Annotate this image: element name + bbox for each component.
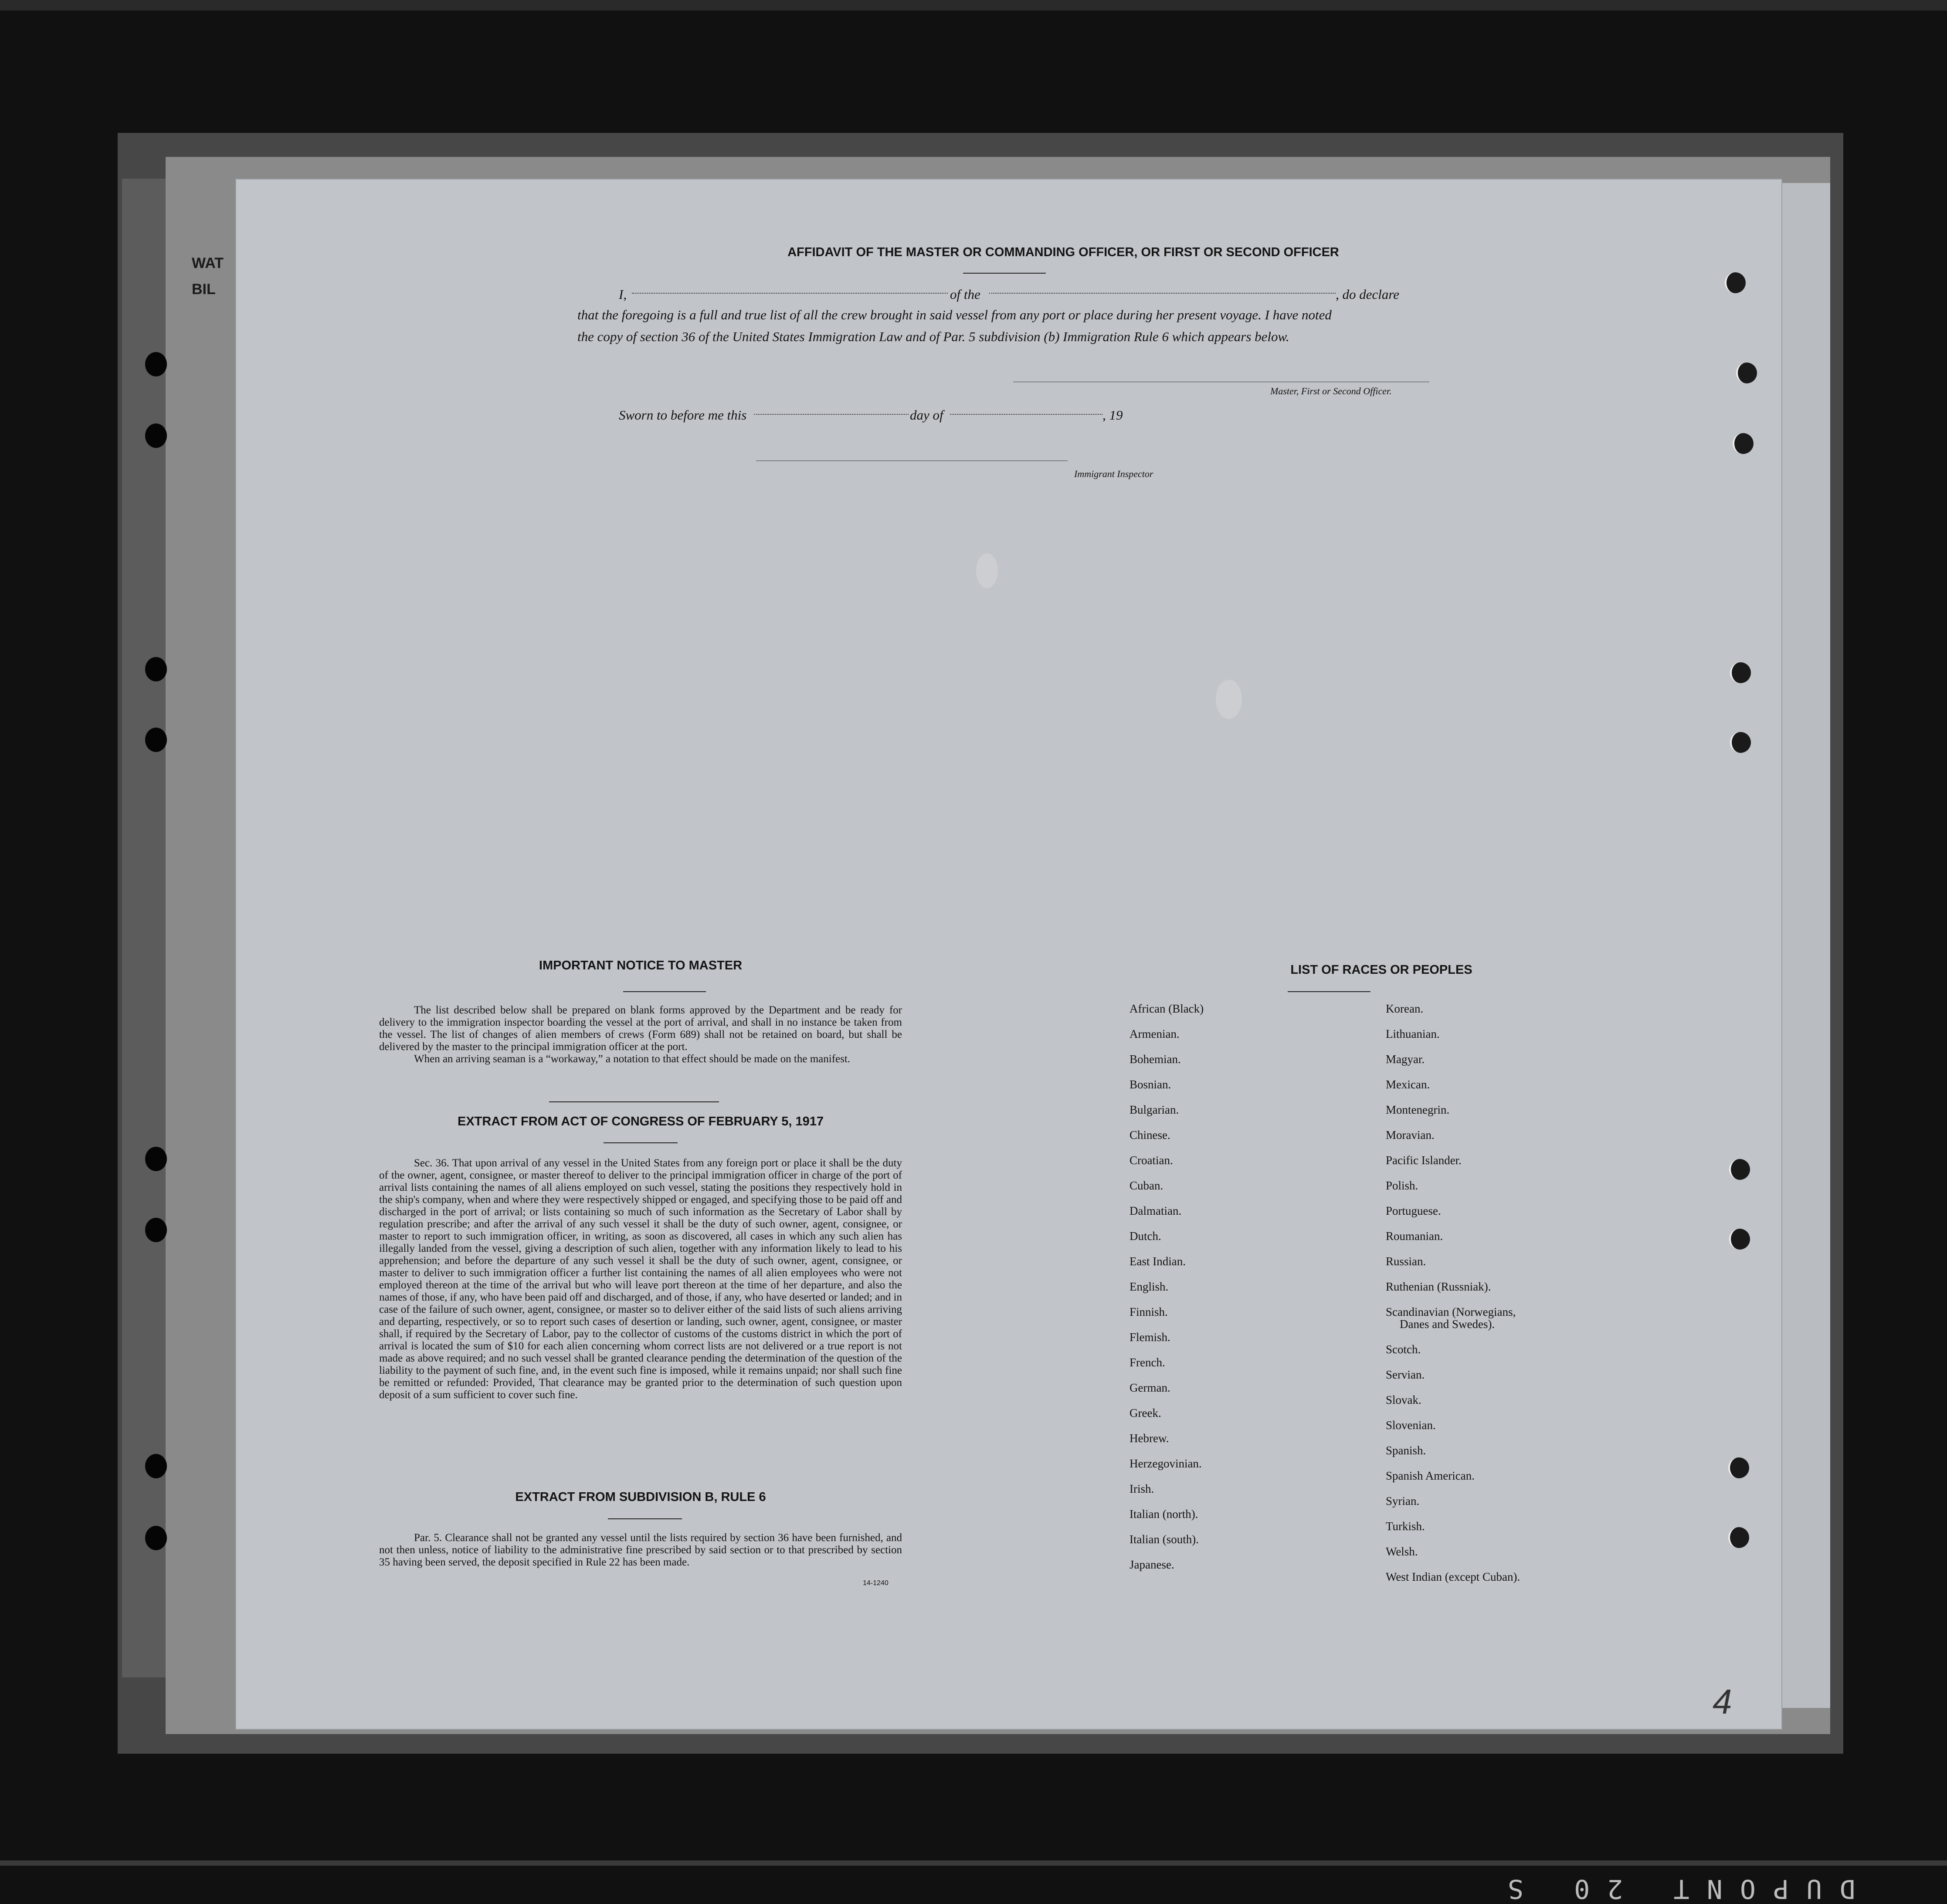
race-item: West Indian (except Cuban). xyxy=(1386,1570,1520,1583)
film-edge-bottom xyxy=(0,1860,1947,1866)
race-item: Lithuanian. xyxy=(1386,1027,1440,1040)
paper-stain xyxy=(1216,680,1242,719)
binder-hole xyxy=(145,657,167,681)
race-item: Spanish American. xyxy=(1386,1469,1475,1482)
races-rule xyxy=(1288,991,1370,992)
notice-paragraph: The list described below shall be prepared on blank forms approved by the Department and be ready for delivery to the immigration inspector boarding the vessel at the port of arrival, and shall in no instance be taken from the vessel. The list of changes of alien members of crews (Form 689) shall not be retained on board, but shall be delivered by the master to the principal immigration officer at the port. xyxy=(379,1004,902,1053)
race-item: Montenegrin. xyxy=(1386,1103,1450,1116)
act-extract-rule xyxy=(604,1142,678,1143)
binder-hole xyxy=(1728,1527,1749,1548)
race-item: Bohemian. xyxy=(1130,1053,1181,1066)
notice-rule xyxy=(623,991,706,992)
paper-stain xyxy=(976,553,998,588)
race-item: Slovenian. xyxy=(1386,1419,1436,1432)
binder-hole xyxy=(1730,732,1751,753)
title-rule xyxy=(963,273,1046,274)
race-item: Spanish. xyxy=(1386,1444,1426,1457)
binder-hole xyxy=(1730,662,1751,683)
race-item: Ruthenian (Russniak). xyxy=(1386,1280,1491,1293)
race-item: Japanese. xyxy=(1130,1558,1174,1571)
race-item: Cuban. xyxy=(1130,1179,1163,1192)
affidavit-of-the-label: of the xyxy=(950,287,980,302)
race-item: Pacific Islander. xyxy=(1386,1154,1462,1167)
race-item: Slovak. xyxy=(1386,1393,1421,1406)
race-item: Bosnian. xyxy=(1130,1078,1171,1091)
binder-hole xyxy=(1736,363,1757,383)
inspector-label: Immigrant Inspector xyxy=(1074,468,1153,479)
binder-hole xyxy=(1729,1159,1750,1180)
race-item: Hebrew. xyxy=(1130,1432,1169,1445)
race-item: Dutch. xyxy=(1130,1230,1161,1243)
sworn-day-blank xyxy=(754,414,909,415)
page-number-mark: 4 xyxy=(1713,1682,1732,1721)
section-divider xyxy=(549,1101,719,1102)
race-item: Scandinavian (Norwegians, xyxy=(1386,1305,1516,1318)
race-item: Dalmatian. xyxy=(1130,1204,1182,1217)
day-of-label: day of xyxy=(910,407,943,423)
race-item: Servian. xyxy=(1386,1368,1425,1381)
vessel-blank xyxy=(989,293,1336,294)
race-item: Finnish. xyxy=(1130,1305,1168,1318)
race-item: Korean. xyxy=(1386,1002,1424,1015)
race-item: Polish. xyxy=(1386,1179,1418,1192)
affidavit-i-label: I, xyxy=(619,287,627,302)
race-item: Portuguese. xyxy=(1386,1204,1441,1217)
rule-extract-rule xyxy=(608,1518,682,1519)
year-label: , 19 xyxy=(1102,407,1123,423)
race-item: Danes and Swedes). xyxy=(1400,1318,1495,1331)
race-item: Syrian. xyxy=(1386,1494,1420,1508)
binder-hole xyxy=(1729,1229,1750,1250)
sworn-month-blank xyxy=(950,414,1102,415)
act-extract-title: EXTRACT FROM ACT OF CONGRESS OF FEBRUARY 5, 1917 xyxy=(457,1115,824,1128)
race-item: Flemish. xyxy=(1130,1331,1170,1344)
affidavit-do-declare-label: , do declare xyxy=(1336,287,1400,302)
form-page xyxy=(235,179,1782,1730)
binder-hole xyxy=(145,1218,167,1242)
underlying-header-fragment: BIL xyxy=(192,281,216,298)
race-item: Magyar. xyxy=(1386,1053,1425,1066)
binder-hole xyxy=(145,1147,167,1171)
race-item: Chinese. xyxy=(1130,1128,1170,1142)
race-item: Moravian. xyxy=(1386,1128,1435,1142)
paragraph-5-text: Par. 5. Clearance shall not be granted any vessel until the lists required by section 36 have been furnished, and not then unless, notice of liability to the administrative fine prescribed by said section or to that prescribed by section 35 having been served, the deposit specified in Rule 22 has been made. xyxy=(379,1532,902,1568)
race-item: African (Black) xyxy=(1130,1002,1204,1015)
race-item: German. xyxy=(1130,1381,1170,1394)
race-item: Herzegovinian. xyxy=(1130,1457,1202,1470)
race-item: French. xyxy=(1130,1356,1165,1369)
sworn-label: Sworn to before me this xyxy=(619,407,747,423)
binder-hole xyxy=(145,1454,167,1478)
form-number: 14-1240 xyxy=(863,1579,889,1587)
name-blank xyxy=(632,293,948,294)
section-36-text: Sec. 36. That upon arrival of any vessel in the United States from any foreign port or place it shall be the duty of the owner, agent, consignee, or master thereof to deliver to the principal immigration officer in charge of the port of arrival lists containing the names of all aliens employed on such vessel, stating the positions they respectively hold in the ship's company, when and where they were respectively shipped or engaged, and specifying those to be paid off and discharged in the port of arrival; or lists containing so much of such information as the Secretary of Labor shall by regulation prescribe; and after the arrival of any such vessel it shall be the duty of such owner, agent, consignee, or master to report to such immigration officer, in writing, as soon as discovered, all cases in which any such alien has illegally landed from the vessel, giving a description of such alien, together with any information likely to lead to his apprehension; and before the departure of any such vessel it shall be the duty of such owner, agent, consignee, or master to deliver to such immigration officer a further list containing the names of all alien employees who were not employed thereon at the time of the arrival but who will leave port thereon at the time of her departure, and also the names of those, if any, who have been paid off and discharged, and of those, if any, who have deserted or landed; and in case of the failure of such owner, agent, consignee, or master so to deliver either of the said lists of such aliens arriving and departing, respectively, or so to report such cases of desertion or landing, such owner, agent, consignee, or master shall, if required by the Secretary of Labor, pay to the collector of customs of the customs district in which the port of arrival is located the sum of $10 for each alien concerning whom correct lists are not delivered or a true report is not made as above required; and no such vessel shall be granted clearance pending the determination of the question of the liability to the payment of such fine, and, in the event such fine is imposed, while it remains unpaid; nor shall such fine be remitted or refunded: Provided, That clearance may be granted prior to the determination of such question upon deposit of a sum sufficient to cover such fine. xyxy=(379,1157,902,1401)
race-item: Scotch. xyxy=(1386,1343,1421,1356)
rule-extract-body xyxy=(379,1532,902,1569)
race-item: Roumanian. xyxy=(1386,1230,1443,1243)
race-item: Italian (south). xyxy=(1130,1533,1199,1546)
race-item: Russian. xyxy=(1386,1255,1426,1268)
affidavit-line-2: that the foregoing is a full and true list of all the crew brought in said vessel from any port or place during her present voyage. I have noted xyxy=(577,307,1332,322)
notice-paragraph: When an arriving seaman is a “workaway,” a notation to that effect should be made on the manifest. xyxy=(414,1053,851,1065)
master-signature-label: Master, First or Second Officer. xyxy=(1270,386,1392,396)
binder-hole xyxy=(1733,433,1754,454)
race-item: Bulgarian. xyxy=(1130,1103,1179,1116)
rule-extract-title: EXTRACT FROM SUBDIVISION B, RULE 6 xyxy=(515,1490,766,1504)
race-item: Turkish. xyxy=(1386,1520,1425,1533)
race-item: Irish. xyxy=(1130,1482,1154,1495)
race-item: Croatian. xyxy=(1130,1154,1173,1167)
binder-hole xyxy=(145,423,167,448)
binder-hole xyxy=(145,352,167,376)
race-item: Italian (north). xyxy=(1130,1508,1198,1521)
affidavit-title: AFFIDAVIT OF THE MASTER OR COMMANDING OFFICER, OR FIRST OR SECOND OFFICER xyxy=(787,245,1339,259)
underlying-sheet-right-edge xyxy=(1778,183,1830,1708)
underlying-header-fragment: WAT xyxy=(192,255,224,271)
binder-hole xyxy=(1728,1457,1749,1478)
binder-hole xyxy=(145,1526,167,1550)
film-edge-top xyxy=(0,0,1947,10)
binder-hole xyxy=(1725,272,1746,293)
race-item: Armenian. xyxy=(1130,1027,1180,1040)
race-item: East Indian. xyxy=(1130,1255,1186,1268)
frame-code: DUPONT 20 S xyxy=(1490,1874,1855,1904)
binder-hole xyxy=(145,728,167,752)
notice-title: IMPORTANT NOTICE TO MASTER xyxy=(539,959,743,972)
act-extract-body xyxy=(379,1157,902,1401)
race-item: Greek. xyxy=(1130,1406,1161,1420)
race-item: English. xyxy=(1130,1280,1169,1293)
notice-body xyxy=(379,1004,902,1065)
race-item: Welsh. xyxy=(1386,1545,1418,1558)
races-title: LIST OF RACES OR PEOPLES xyxy=(1290,963,1472,977)
affidavit-line-3: the copy of section 36 of the United States Immigration Law and of Par. 5 subdivision (b) Immigration Rule 6 which appears below. xyxy=(577,329,1289,344)
race-item: Mexican. xyxy=(1386,1078,1430,1091)
